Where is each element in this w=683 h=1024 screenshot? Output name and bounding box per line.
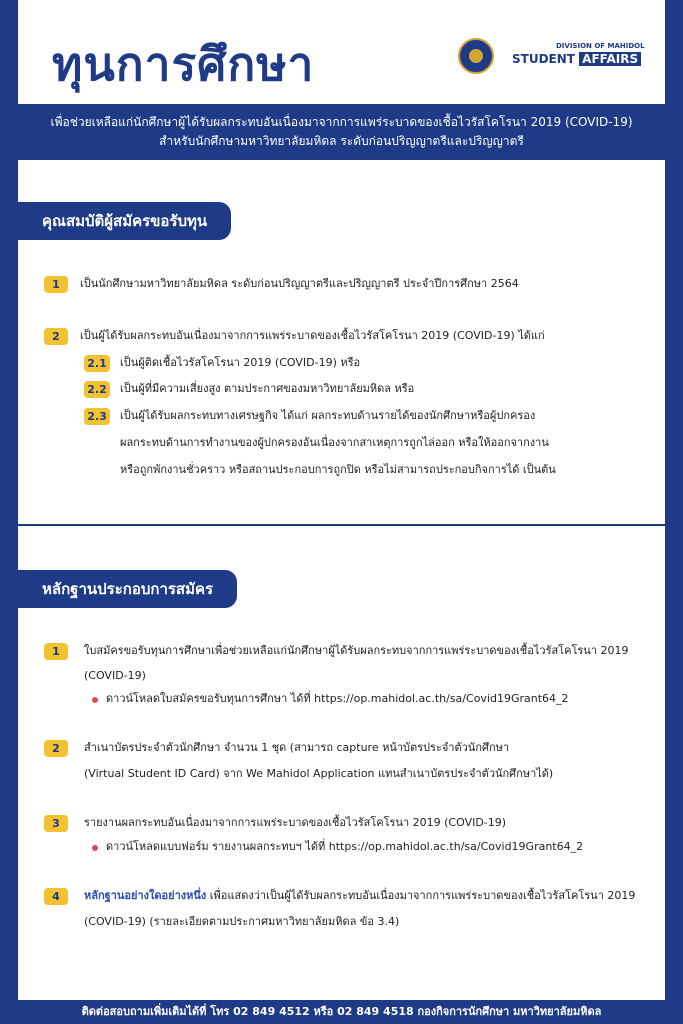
logo-main-word: STUDENT <box>512 52 575 66</box>
bullet-icon <box>92 845 98 851</box>
page-title: ทุนการศึกษา <box>52 37 315 91</box>
document-4-line-1-rest: เพื่อแสดงว่าเป็นผู้ได้รับผลกระทบอันเนื่องมาจากการแพร่ระบาดของเชื้อไวรัสโคโรนา 2019 <box>206 889 636 902</box>
document-4-highlight: หลักฐานอย่างใดอย่างหนึ่ง <box>84 889 207 902</box>
qualification-text-1: เป็นนักศึกษามหาวิทยาลัยมหิดล ระดับก่อนปริญญาตรีและปริญญาตรี ประจำปีการศึกษา 2564 <box>80 277 519 290</box>
sub-qualification-number-2-1: 2.1 <box>84 355 110 372</box>
logo-main-text <box>512 52 641 66</box>
section-heading-documents: หลักฐานประกอบการสมัคร <box>18 570 237 608</box>
document-text-2-line-2: (Virtual Student ID Card) จาก We Mahidol Application แทนสำเนาบัตรประจำตัวนักศึกษาได้) <box>84 767 554 780</box>
sub-qualification-text-2-3-line-1: เป็นผู้ได้รับผลกระทบทางเศรษฐกิจ ได้แก่ ผลกระทบด้านรายได้ของนักศึกษาหรือผู้ปกครอง <box>120 409 536 422</box>
document-text-1-line-2: (COVID-19) <box>84 669 146 682</box>
document-text-3-line-1: รายงานผลกระทบอันเนื่องมาจากการแพร่ระบาดของเชื้อไวรัสโคโรนา 2019 (COVID-19) <box>84 816 507 829</box>
logo-small-text: DIVISION OF MAHIDOL <box>556 42 645 50</box>
application-form-download-text: ดาวน์โหลดใบสมัครขอรับทุนการศึกษา ได้ที่ https://op.mahidol.ac.th/sa/Covid19Grant64_2 <box>106 692 569 705</box>
document-number-2: 2 <box>44 740 68 757</box>
section-heading-qualifications: คุณสมบัติผู้สมัครขอรับทุน <box>18 202 231 240</box>
qualification-number-1: 1 <box>44 276 68 293</box>
sub-qualification-text-2-2: เป็นผู้ที่มีความเสี่ยงสูง ตามประกาศของมหาวิทยาลัยมหิดล หรือ <box>120 382 415 395</box>
document-number-1: 1 <box>44 643 68 660</box>
sub-qualification-number-2-3: 2.3 <box>84 408 110 425</box>
qualification-text-2: เป็นผู้ได้รับผลกระทบอันเนื่องมาจากการแพร่ระบาดของเชื้อไวรัสโคโรนา 2019 (COVID-19) ได้แก่ <box>80 329 545 342</box>
logo-accent-word: AFFAIRS <box>579 52 641 66</box>
document-text-1-line-1: ใบสมัครขอรับทุนการศึกษาเพื่อช่วยเหลือแก่นักศึกษาผู้ได้รับผลกระทบจากการแพร่ระบาดของเชื้อไวรัสโคโรนา 2019 <box>84 644 629 657</box>
banner-line-1: เพื่อช่วยเหลือแก่นักศึกษาผู้ได้รับผลกระทบอันเนื่องมาจากการแพร่ระบาดของเชื้อไวรัสโคโรนา 2019 (COVID-19) <box>50 115 633 129</box>
sub-qualification-text-2-3-line-3: หรือถูกพักงานชั่วคราว หรือสถานประกอบการถูกปิด หรือไม่สามารถประกอบกิจการได้ เป็นต้น <box>120 463 556 476</box>
banner-line-2: สำหรับนักศึกษามหาวิทยาลัยมหิดล ระดับก่อนปริญญาตรีและปริญญาตรี <box>159 134 524 148</box>
document-number-3: 3 <box>44 815 68 832</box>
document-text-2-line-1: สำเนาบัตรประจำตัวนักศึกษา จำนวน 1 ชุด (สามารถ capture หน้าบัตรประจำตัวนักศึกษา <box>84 741 510 754</box>
document-text-4-line-1 <box>84 889 635 903</box>
sub-qualification-number-2-2: 2.2 <box>84 381 110 398</box>
bullet-icon <box>92 697 98 703</box>
sub-qualification-text-2-1: เป็นผู้ติดเชื้อไวรัสโคโรนา 2019 (COVID-19) หรือ <box>120 356 361 369</box>
section-divider <box>16 524 667 526</box>
impact-report-download-text: ดาวน์โหลดแบบฟอร์ม รายงานผลกระทบฯ ได้ที่ https://op.mahidol.ac.th/sa/Covid19Grant64_2 <box>106 840 584 853</box>
document-number-4: 4 <box>44 888 68 905</box>
document-text-4-line-2: (COVID-19) (รายละเอียดตามประกาศมหาวิทยาลัยมหิดล ข้อ 3.4) <box>84 915 400 928</box>
sub-qualification-text-2-3-line-2: ผลกระทบด้านการทำงานของผู้ปกครองอันเนื่องจากสาเหตุการถูกไล่ออก หรือให้ออกจากงาน <box>120 436 549 449</box>
mahidol-seal-icon <box>458 38 494 74</box>
subtitle-banner <box>16 104 667 160</box>
qualification-number-2: 2 <box>44 328 68 345</box>
contact-footer: ติดต่อสอบถามเพิ่มเติมได้ที่ โทร 02 849 4512 หรือ 02 849 4518 กองกิจการนักศึกษา มหาวิทยาลัยมหิดล <box>0 1000 683 1024</box>
